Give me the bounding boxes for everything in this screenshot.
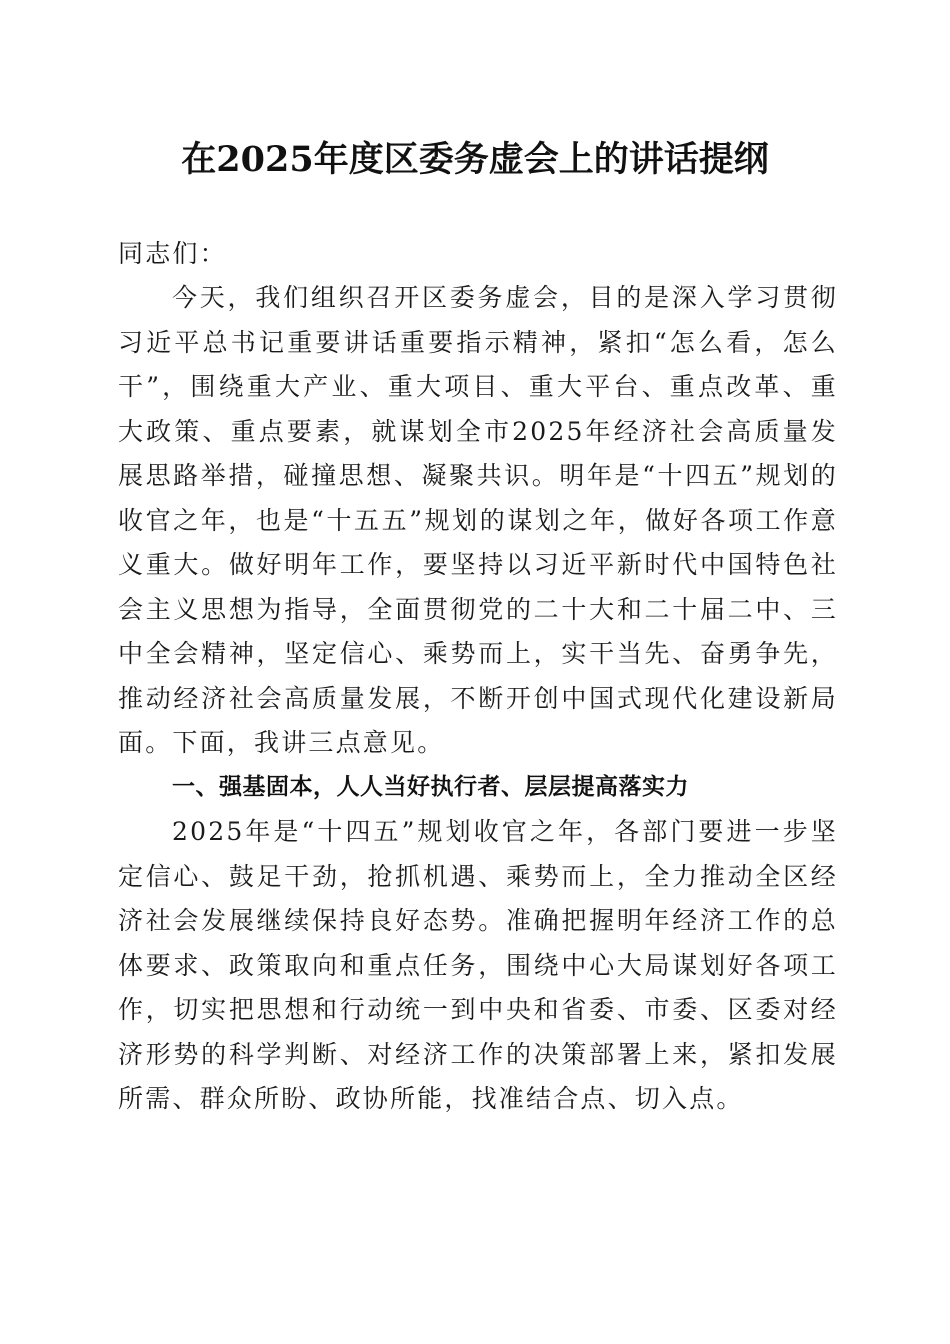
paragraph-intro: 今天，我们组织召开区委务虚会，目的是深入学习贯彻习近平总书记重要讲话重要指示精神，紧扣“怎么看，怎么干”，围绕重大产业、重大项目、重大平台、重点改革、重大政策、重点要素，就谋划全市2025年经济社会高质量发展思路举措，碰撞思想、凝聚共识。明年是“十四五”规划的收官之年，也是“十五五”规划的谋划之年，做好各项工作意义重大。做好明年工作，要坚持以习近平新时代中国特色社会主义思想为指导，全面贯彻党的二十大和二十届二中、三中全会精神，坚定信心、乘势而上，实干当先、奋勇争先，推动经济社会高质量发展，不断开创中国式现代化建设新局面。下面，我讲三点意见。 <box>118 283 838 757</box>
paragraph-section-1: 2025年是“十四五”规划收官之年，各部门要进一步坚定信心、鼓足干劲，抢抓机遇、乘势而上，全力推动全区经济社会发展继续保持良好态势。准确把握明年经济工作的总体要求、政策取向和重点任务，围绕中心大局谋划好各项工作，切实把思想和行动统一到中央和省委、市委、区委对经济形势的科学判断、对经济工作的决策部署上来，紧扣发展所需、群众所盼、政协所能，找准结合点、切入点。 <box>118 817 838 1113</box>
salutation: 同志们： <box>118 239 227 268</box>
document-title: 在2025年度区委务虚会上的讲话提纲 <box>181 139 769 180</box>
section-heading-1: 一、强基固本，人人当好执行者、层层提高落实力 <box>172 774 689 800</box>
